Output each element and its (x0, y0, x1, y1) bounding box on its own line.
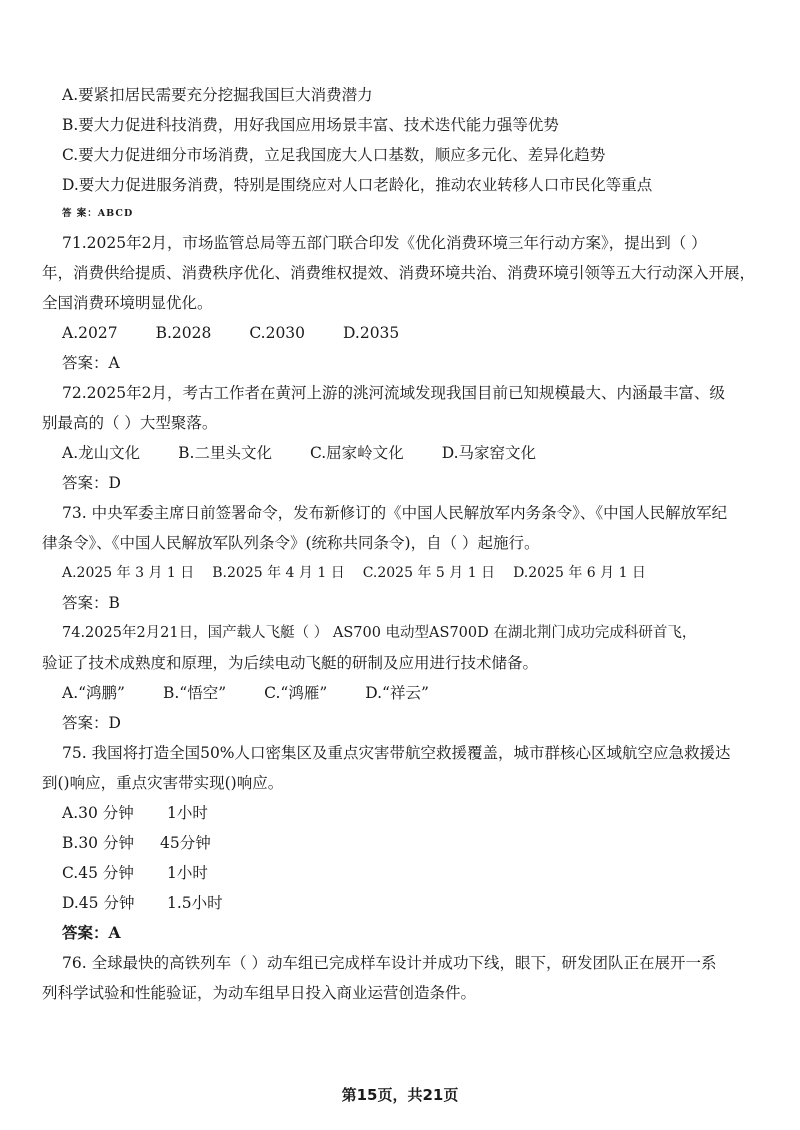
question-74-line-2: 验证了技术成熟度和原理，为后续电动飞艇的研制及应用进行技术储备。 (42, 654, 539, 672)
option-72-b: B.二里头文化 (178, 444, 272, 462)
option-75-d-second: 1.5小时 (167, 894, 223, 912)
question-76-line-2: 列科学试验和性能验证，为动车组早日投入商业运营创造条件。 (42, 984, 477, 1002)
question-75-line-2: 到()响应，重点灾害带实现()响应。 (42, 774, 284, 792)
question-76-line-1: 76. 全球最快的高铁列车（ ）动车组已完成样车设计并成功下线，眼下，研发团队正在展开一系 (62, 954, 717, 972)
option-75-b-first: B.30 分钟 (62, 834, 134, 852)
answer-73: 答案：B (62, 594, 120, 612)
question-71-line-2: 年，消费供给提质、消费秩序优化、消费维权提效、消费环境共治、消费环境引领等五大行动深入开展， (42, 264, 756, 282)
option-75-b-second: 45分钟 (160, 834, 211, 852)
option-74-b: B.“悟空” (162, 684, 227, 702)
option-72-c: C.屈家岭文化 (309, 444, 404, 462)
option-73-b: B.2025 年 4 月 1 日 (212, 565, 345, 581)
page-number-footer: 第15页，共21页 (341, 1086, 459, 1104)
option-71-b: B.2028 (155, 324, 212, 342)
question-71-line-1: 71.2025年2月，市场监管总局等五部门联合印发《优化消费环境三年行动方案》，提出到（ ） (62, 234, 707, 252)
answer-70: 答 案：ABCD (62, 208, 134, 219)
question-71-line-3: 全国消费环境明显优化。 (42, 294, 213, 312)
option-73-d: D.2025 年 6 月 1 日 (513, 565, 646, 581)
answer-71: 答案：A (62, 354, 120, 372)
option-b-70: B.要大力促进科技消费，用好我国应用场景丰富、技术迭代能力强等优势 (62, 116, 559, 134)
option-75-a (0, 798, 800, 828)
option-71-c: C.2030 (249, 324, 306, 342)
question-73-options (0, 558, 800, 588)
question-74-options (0, 678, 800, 708)
page-content (0, 80, 800, 1008)
option-71-d: D.2035 (343, 324, 400, 342)
option-73-a: A.2025 年 3 月 1 日 (62, 565, 195, 581)
option-74-d: D.“祥云” (365, 684, 429, 702)
answer-72: 答案：D (62, 474, 121, 492)
option-75-b (0, 828, 800, 858)
option-75-d (0, 888, 800, 918)
option-75-a-first: A.30 分钟 (62, 804, 134, 822)
option-a-70: A.要紧扣居民需要充分挖掘我国巨大消费潜力 (62, 86, 373, 104)
option-74-c: C.“鸿雁” (264, 684, 328, 702)
option-72-d: D.马家窑文化 (441, 444, 537, 462)
option-75-d-first: D.45 分钟 (62, 894, 135, 912)
option-74-a: A.“鸿鹏” (62, 684, 125, 702)
answer-74: 答案：D (62, 714, 121, 732)
option-75-a-second: 1小时 (167, 804, 208, 822)
option-72-a: A.龙山文化 (62, 444, 141, 462)
question-74-line-1: 74.2025年2月21日，国产载人飞艇（ ） AS700 电动型AS700D 在湖北荆门成功完成科研首飞， (62, 625, 697, 641)
option-75-c-second: 1小时 (167, 864, 208, 882)
option-73-c: C.2025 年 5 月 1 日 (362, 565, 496, 581)
question-72-line-2: 别最高的（ ）大型聚落。 (42, 414, 218, 432)
question-75-line-1: 75. 我国将打造全国50%人口密集区及重点灾害带航空救援覆盖，城市群核心区域航空应急救援达 (62, 744, 731, 762)
question-73-line-2: 律条令》、《中国人民解放军队列条令》(统称共同条令)，自（ ）起施行。 (42, 534, 540, 552)
option-71-a: A.2027 (62, 324, 118, 342)
question-73-line-1: 73. 中央军委主席日前签署命令，发布新修订的《中国人民解放军内务条令》、《中国人民解放军纪 (62, 504, 728, 522)
option-75-c-first: C.45 分钟 (62, 864, 134, 882)
question-71-options (0, 318, 800, 348)
option-d-70: D.要大力促进服务消费，特别是围绕应对人口老龄化，推动农业转移人口市民化等重点 (62, 176, 653, 194)
option-75-c (0, 858, 800, 888)
answer-75: 答案：A (62, 923, 121, 942)
option-c-70: C.要大力促进细分市场消费，立足我国庞大人口基数，顺应多元化、差异化趋势 (62, 146, 606, 164)
question-72-line-1: 72.2025年2月，考古工作者在黄河上游的洮河流域发现我国目前已知规模最大、内涵最丰富、级 (62, 384, 725, 402)
question-72-options (0, 438, 800, 468)
